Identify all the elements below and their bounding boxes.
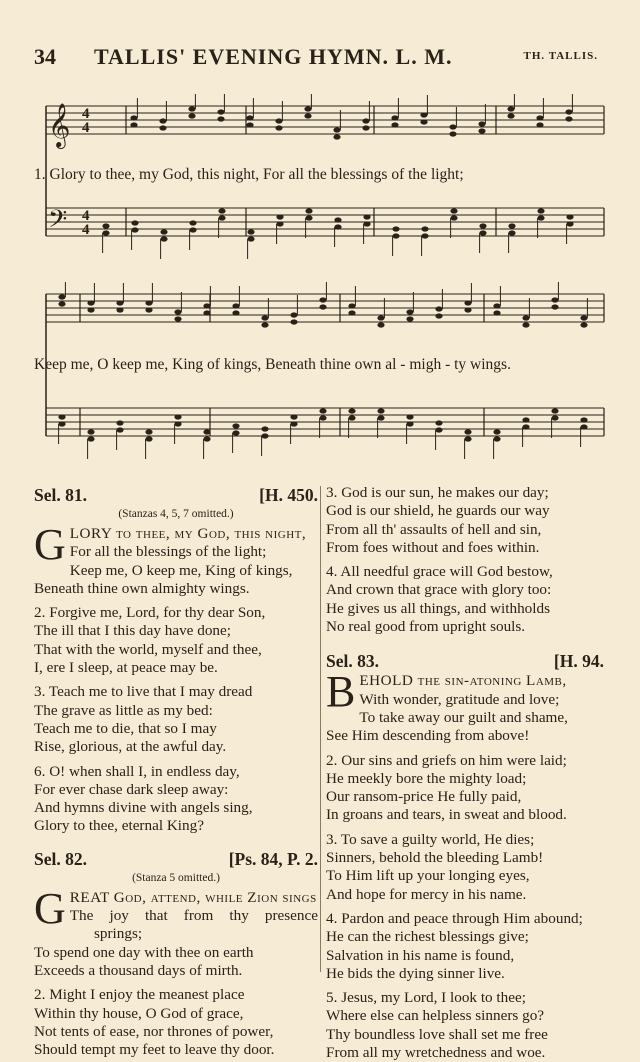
note-head [450, 215, 457, 220]
note-head [159, 118, 166, 123]
note-head [188, 106, 195, 111]
time-signature-top: 4 [82, 106, 90, 122]
note-head [537, 215, 544, 220]
verse-line: 3. Teach me to live that I may dread [34, 683, 253, 701]
verse-line: Glory to thee, eternal King? [34, 817, 204, 835]
note-head [58, 301, 65, 306]
note-head [449, 124, 456, 129]
note-head [305, 208, 312, 213]
note-head [406, 421, 413, 426]
note-head [217, 116, 224, 121]
note-head [218, 208, 225, 213]
note-head [188, 113, 195, 118]
note-head [507, 113, 514, 118]
verse-line: No real good from upright souls. [326, 618, 526, 636]
note-head [551, 415, 558, 420]
note-head [493, 303, 500, 308]
note-head [131, 220, 138, 225]
note-head [174, 316, 181, 321]
verse-line: And hope for mercy in his name. [326, 885, 527, 903]
note-head [334, 217, 341, 222]
note-head [363, 214, 370, 219]
music-system-2 [34, 282, 606, 464]
note-head [420, 112, 427, 117]
note-head [174, 421, 181, 426]
note-head [174, 414, 181, 419]
note-head [522, 315, 529, 320]
note-head [247, 236, 254, 241]
verse-line: Salvation in his name is found, [326, 946, 515, 964]
verse-line: He gives us all things, and withholds [326, 599, 551, 617]
note-head [87, 300, 94, 305]
note-head [203, 303, 210, 308]
note-head [290, 319, 297, 324]
note-head [478, 121, 485, 126]
note-head [493, 429, 500, 434]
verse-line: 2. Our sins and griefs on him were laid; [326, 751, 567, 769]
drop-cap: G [34, 520, 66, 569]
note-head [551, 297, 558, 302]
note-head [363, 221, 370, 226]
selection-number: Sel. 81. [34, 485, 87, 505]
note-head [174, 309, 181, 314]
note-head [464, 307, 471, 312]
note-head [232, 430, 239, 435]
verse-line: Should tempt my feet to leave thy door. [34, 1041, 275, 1059]
note-head [275, 125, 282, 130]
page-number: 34 [34, 44, 56, 69]
note-head [406, 414, 413, 419]
note-head [218, 215, 225, 220]
note-head [551, 408, 558, 413]
note-head [435, 313, 442, 318]
verse-line: Our ransom-price He fully paid, [326, 788, 522, 806]
hymn-title: TALLIS' EVENING HYMN. L. M. [94, 44, 453, 69]
verse-line: REAT God, attend, while Zion sings [69, 888, 317, 906]
note-head [348, 303, 355, 308]
note-head [406, 316, 413, 321]
verse-line: He can the richest blessings give; [326, 928, 529, 946]
note-head [392, 226, 399, 231]
bass-clef: 𝄢 [48, 205, 68, 240]
note-head [392, 233, 399, 238]
note-head [319, 408, 326, 413]
verse-line: Teach me to die, that so I may [34, 719, 217, 737]
note-head [87, 429, 94, 434]
note-head [290, 421, 297, 426]
verse-line: 4. All needful grace will God bestow, [326, 563, 553, 581]
note-head [522, 322, 529, 327]
note-head [275, 118, 282, 123]
verse-line: To take away our guilt and shame, [359, 708, 568, 726]
note-head [508, 230, 515, 235]
note-head [290, 312, 297, 317]
note-head [391, 115, 398, 120]
note-head [508, 223, 515, 228]
hymnal-reference: [H. 94. [553, 651, 604, 672]
note-head [203, 436, 210, 441]
note-head [566, 221, 573, 226]
note-head [435, 306, 442, 311]
verse-line: Where else can helpless sinners go? [326, 1007, 545, 1025]
note-head [348, 415, 355, 420]
note-head [203, 310, 210, 315]
note-head [130, 122, 137, 127]
note-head [479, 230, 486, 235]
note-head [362, 125, 369, 130]
note-head [551, 304, 558, 309]
hymnal-reference: [H. 450. [259, 485, 318, 505]
verse-line: With wonder, gratitude and love; [359, 690, 560, 708]
note-head [493, 436, 500, 441]
left-column [34, 484, 318, 1059]
verse-line: That with the world, myself and thee, [34, 640, 262, 658]
note-head [276, 214, 283, 219]
verse-line: 3. God is our sun, he makes our day; [326, 484, 549, 501]
note-head [116, 420, 123, 425]
page-header [34, 44, 604, 74]
note-head [58, 294, 65, 299]
note-head [319, 415, 326, 420]
note-head [305, 215, 312, 220]
note-head [565, 109, 572, 114]
verse-line: 3. To save a guilty world, He dies; [326, 830, 535, 848]
verse-line: The joy that from thy presence [69, 907, 318, 925]
note-head [145, 429, 152, 434]
verse-line: Within thy house, O God of grace, [34, 1004, 244, 1022]
note-head [145, 307, 152, 312]
verse-line: To spend one day with thee on earth [34, 943, 254, 961]
note-head [189, 220, 196, 225]
note-head [116, 307, 123, 312]
note-head [333, 134, 340, 139]
note-head [449, 131, 456, 136]
note-head [246, 115, 253, 120]
note-head [464, 436, 471, 441]
verse-line: 4. Pardon and peace through Him abound; [326, 909, 583, 927]
hymnal-reference: [Ps. 84, P. 2. [228, 848, 318, 869]
note-head [566, 214, 573, 219]
note-head [290, 414, 297, 419]
note-head [203, 429, 210, 434]
note-head [362, 118, 369, 123]
note-head [377, 315, 384, 320]
note-head [580, 417, 587, 422]
verse-line: Rise, glorious, at the awful day. [34, 738, 227, 756]
note-head [87, 307, 94, 312]
verse-line: Not tents of ease, nor thrones of power, [34, 1022, 274, 1040]
verse-line: Thy boundless love shall set me free [326, 1025, 548, 1043]
verse-line: springs; [94, 925, 143, 943]
note-head [421, 226, 428, 231]
note-head [58, 421, 65, 426]
verse-line: EHOLD the sin-atoning Lamb, [359, 672, 567, 690]
note-head [377, 415, 384, 420]
verse-line: 2. Forgive me, Lord, for thy dear Son, [34, 604, 266, 622]
note-head [406, 309, 413, 314]
verse-line: He bids the dying sinner live. [326, 964, 505, 982]
omission-note: (Stanzas 4, 5, 7 omitted.) [118, 508, 234, 520]
note-head [377, 408, 384, 413]
note-head [536, 122, 543, 127]
selection-header [326, 650, 604, 672]
note-head [232, 303, 239, 308]
note-head [435, 427, 442, 432]
note-head [58, 414, 65, 419]
note-head [131, 227, 138, 232]
note-head [276, 221, 283, 226]
note-head [507, 106, 514, 111]
selection-number: Sel. 83. [326, 651, 379, 672]
drop-cap: G [34, 883, 66, 933]
note-head [565, 116, 572, 121]
note-head [304, 106, 311, 111]
verse-line: The ill that I this day have done; [34, 622, 231, 640]
composer: TH. TALLIS. [523, 50, 598, 62]
verse-line: To Him lift up your longing eyes, [326, 867, 530, 885]
verse-line: For ever chase dark sleep away: [34, 780, 229, 798]
verse-line: In groans and tears, in sweat and blood. [326, 806, 567, 824]
verse-line: From all th' assaults of hell and sin, [326, 520, 542, 538]
verse-line: LORY to thee, my God, this night, [69, 525, 307, 542]
note-head [102, 223, 109, 228]
verse-line: God is our shield, he guards our way [326, 502, 550, 520]
time-signature-bottom: 4 [82, 120, 90, 136]
note-head [319, 297, 326, 302]
note-head [261, 426, 268, 431]
time-signature-top: 4 [82, 208, 90, 224]
note-head [435, 420, 442, 425]
time-signature-bottom: 4 [82, 222, 90, 238]
note-head [464, 429, 471, 434]
note-head [304, 113, 311, 118]
note-head [348, 310, 355, 315]
note-head [246, 122, 253, 127]
verse-line: Sinners, behold the bleeding Lamb! [326, 849, 544, 867]
note-head [348, 408, 355, 413]
note-head [116, 300, 123, 305]
lyric-line-2: Keep me, O keep me, King of kings, Beneath thine own al - migh - ty wings. [34, 356, 511, 373]
note-head [102, 230, 109, 235]
note-head [159, 125, 166, 130]
verse-line: I, ere I sleep, at peace may be. [34, 659, 218, 677]
note-head [217, 109, 224, 114]
treble-clef: 𝄞 [48, 103, 71, 147]
note-head [261, 433, 268, 438]
note-head [247, 229, 254, 234]
selection-number: Sel. 82. [34, 848, 87, 869]
note-head [580, 315, 587, 320]
verse-line: 2. Might I enjoy the meanest place [34, 986, 245, 1004]
note-head [580, 322, 587, 327]
verse-line: For all the blessings of the light; [69, 543, 267, 561]
note-head [421, 233, 428, 238]
note-head [478, 128, 485, 133]
verse-line: Exceeds a thousand days of mirth. [34, 961, 243, 979]
verse-line: 6. O! when shall I, in endless day, [34, 762, 240, 780]
selection-header [34, 484, 318, 506]
note-head [145, 436, 152, 441]
note-head [87, 436, 94, 441]
verse-line: From all my wretchedness and woe. [326, 1044, 546, 1062]
note-head [333, 127, 340, 132]
note-head [450, 208, 457, 213]
note-head [130, 115, 137, 120]
right-column [326, 484, 604, 1062]
note-head [319, 304, 326, 309]
note-head [145, 300, 152, 305]
note-head [479, 223, 486, 228]
verse-line: And hymns divine with angels sing, [34, 799, 253, 817]
note-head [160, 229, 167, 234]
lyric-line-1: 1. Glory to thee, my God, this night, For all the blessings of the light; [34, 166, 464, 183]
note-head [580, 424, 587, 429]
note-head [537, 208, 544, 213]
note-head [493, 310, 500, 315]
note-head [420, 119, 427, 124]
column-divider [320, 486, 321, 972]
note-head [334, 224, 341, 229]
note-head [116, 427, 123, 432]
drop-cap: B [326, 667, 356, 717]
note-head [464, 300, 471, 305]
note-head [189, 227, 196, 232]
music-system-1 [34, 94, 606, 264]
note-head [261, 322, 268, 327]
verse-line: 5. Jesus, my Lord, I look to thee; [326, 989, 526, 1007]
note-head [160, 236, 167, 241]
verse-line: See Him descending from above! [326, 727, 530, 745]
note-head [232, 423, 239, 428]
note-head [232, 310, 239, 315]
note-head [377, 322, 384, 327]
verse-line: Beneath thine own almighty wings. [34, 579, 250, 597]
note-head [536, 115, 543, 120]
verse-line: Keep me, O keep me, King of kings, [69, 561, 293, 579]
verse-line: And crown that grace with glory too: [326, 581, 552, 599]
note-head [391, 122, 398, 127]
selection-header [34, 848, 318, 870]
verse-line: The grave as little as my bed: [34, 701, 213, 719]
note-head [522, 424, 529, 429]
verse-line: From foes without and foes within. [326, 538, 540, 556]
verse-line: He meekly bore the mighty load; [326, 769, 527, 787]
note-head [261, 315, 268, 320]
omission-note: (Stanza 5 omitted.) [132, 871, 220, 884]
note-head [522, 417, 529, 422]
